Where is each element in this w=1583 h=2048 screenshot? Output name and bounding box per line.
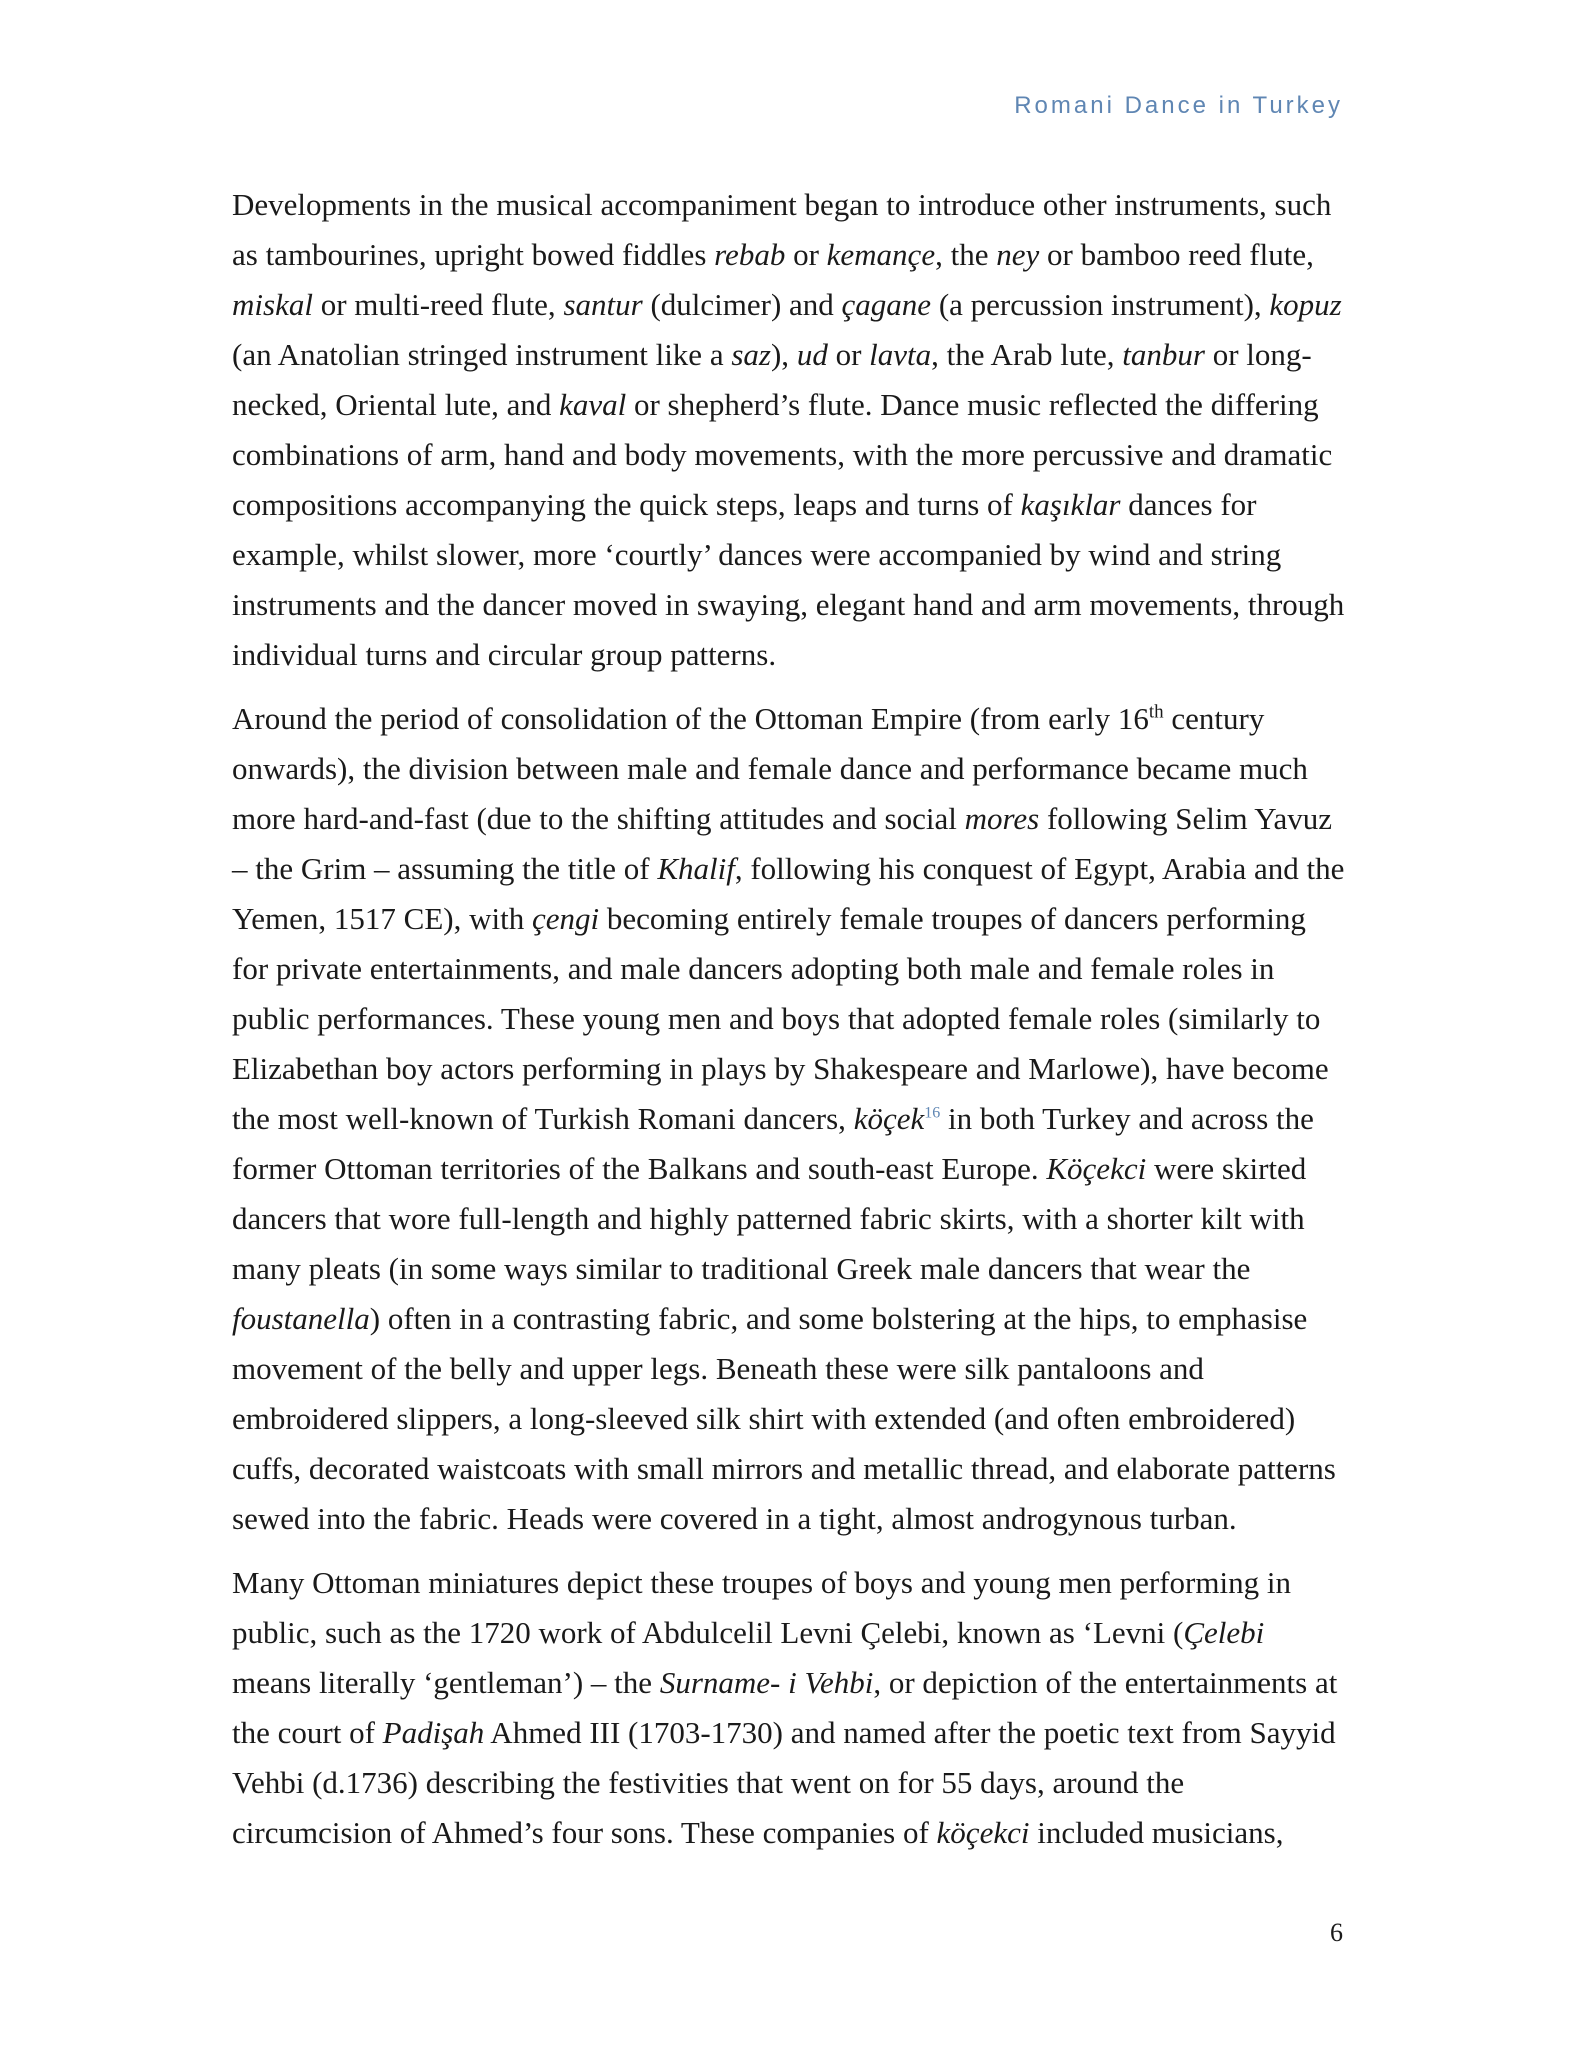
text-run: following Selim Yavuz – the Grim – assuming the title of <box>232 801 1333 886</box>
text-run: or long-necked, Oriental lute, and <box>232 337 1312 422</box>
italic-term: Çelebi <box>1183 1615 1265 1650</box>
text-run: dances for example, whilst slower, more ‘courtly’ dances were accompanied by wind and string instruments and the dancer moved in swaying, elegant hand and arm movements, through individual turns and circular group patterns. <box>232 487 1345 672</box>
italic-term: kaval <box>559 387 627 422</box>
italic-term: kopuz <box>1269 287 1342 322</box>
italic-term: santur <box>563 287 643 322</box>
text-run: (a percussion instrument), <box>931 287 1270 322</box>
italic-term: lavta <box>869 337 932 372</box>
text-run: , or depiction of the entertainments at the court of <box>232 1665 1338 1750</box>
page-number: 6 <box>1330 1918 1343 1947</box>
italic-term: tanbur <box>1122 337 1205 372</box>
text-run: century onwards), the division between male and female dance and performance became much more hard-and-fast (due to the shifting attitudes and social <box>232 701 1308 836</box>
text-run: (dulcimer) and <box>642 287 842 322</box>
italic-term: miskal <box>232 287 313 322</box>
italic-term: Khalif <box>657 851 735 886</box>
text-run: or bamboo reed flute, <box>1039 237 1314 272</box>
text-run: Around the period of consolidation of the Ottoman Empire (from early 16 <box>232 701 1149 736</box>
paragraph-1 <box>232 180 1348 680</box>
text-run: becoming entirely female troupes of dancers performing for private entertainments, and male dancers adopting both male and female roles in public performances. These young men and boys that adopted female roles (similarly to Elizabethan boy actors performing in plays by Shakespeare and Marlowe), have become the most well-known of Turkish Romani dancers, <box>232 901 1329 1136</box>
superscript: th <box>1148 701 1164 723</box>
text-run: were skirted dancers that wore full-length and highly patterned fabric skirts, with a shorter kilt with many pleats (in some ways similar to traditional Greek male dancers that wear the <box>232 1151 1307 1286</box>
text-run: ), <box>770 337 797 372</box>
italic-term: Köçekci <box>1046 1151 1147 1186</box>
italic-term: saz <box>731 337 771 372</box>
italic-term: Surname- i Vehbi <box>659 1665 874 1700</box>
paragraph-3 <box>232 1558 1348 1858</box>
text-run: or <box>785 237 827 272</box>
text-run: in both Turkey and across the former Ottoman territories of the Balkans and south-east Europe. <box>232 1101 1314 1186</box>
italic-term: köçek <box>853 1101 925 1136</box>
text-run: included musicians, <box>1029 1815 1284 1850</box>
footnote-ref[interactable]: 16 <box>924 1104 941 1122</box>
text-run: , the Arab lute, <box>931 337 1123 372</box>
text-run: , following his conquest of Egypt, Arabia and the Yemen, 1517 CE), with <box>232 851 1345 936</box>
text-run: or multi-reed flute, <box>312 287 564 322</box>
italic-term: mores <box>964 801 1040 836</box>
text-run: ) often in a contrasting fabric, and some bolstering at the hips, to emphasise movement of the belly and upper legs. Beneath these were silk pantaloons and embroidered slippers, a long-sleeved silk shirt with extended (and often embroidered) cuffs, decorated waistcoats with small mirrors and metallic thread, and elaborate patterns sewed into the fabric. Heads were covered in a tight, almost androgynous turban. <box>232 1301 1336 1536</box>
text-run: , the <box>935 237 997 272</box>
italic-term: foustanella <box>232 1301 370 1336</box>
italic-term: kemançe <box>826 237 936 272</box>
italic-term: kaşıklar <box>1020 487 1121 522</box>
text-run: Many Ottoman miniatures depict these troupes of boys and young men performing in public, such as the 1720 work of Abdulcelil Levni Çelebi, known as ‘Levni ( <box>232 1565 1291 1650</box>
text-run: or shepherd’s flute. Dance music reflected the differing combinations of arm, hand and body movements, with the more percussive and dramatic compositions accompanying the quick steps, leaps and turns of <box>232 387 1333 522</box>
italic-term: çengi <box>531 901 600 936</box>
italic-term: ney <box>996 237 1040 272</box>
text-run: Developments in the musical accompaniment began to introduce other instruments, such as tambourines, upright bowed fiddles <box>232 187 1332 272</box>
italic-term: Padişah <box>382 1715 485 1750</box>
body-text <box>232 180 1348 1872</box>
italic-term: çagane <box>841 287 932 322</box>
italic-term: köçekci <box>936 1815 1030 1850</box>
running-header: Romani Dance in Turkey <box>1014 92 1343 119</box>
text-run: or <box>827 337 870 372</box>
text-run: (an Anatolian stringed instrument like a <box>232 337 732 372</box>
paragraph-2 <box>232 694 1348 1544</box>
text-run: means literally ‘gentleman’) – the <box>232 1665 660 1700</box>
italic-term: ud <box>796 337 828 372</box>
text-run: Ahmed III (1703-1730) and named after the poetic text from Sayyid Vehbi (d.1736) describing the festivities that went on for 55 days, around the circumcision of Ahmed’s four sons. These companies of <box>232 1715 1336 1850</box>
italic-term: rebab <box>714 237 786 272</box>
